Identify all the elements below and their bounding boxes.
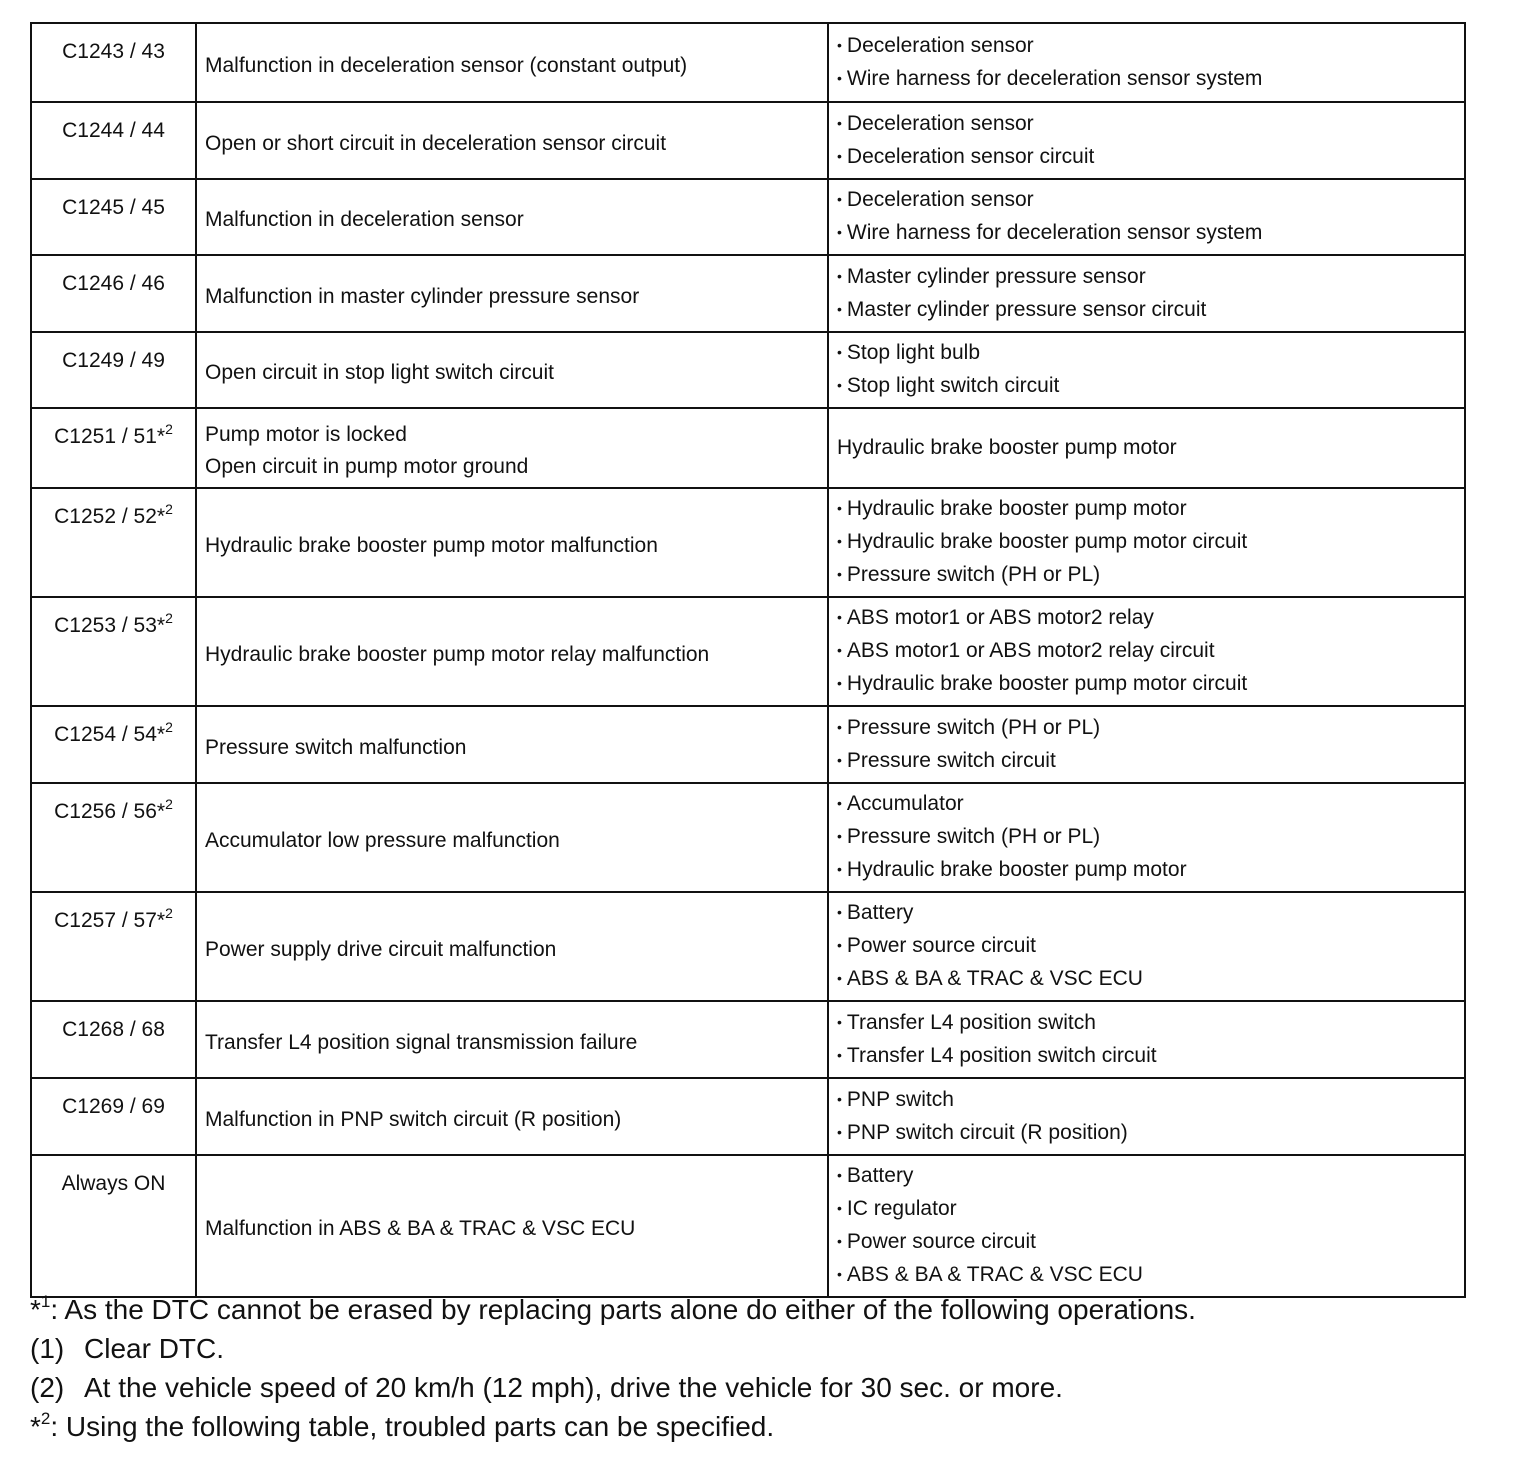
suspected-parts-cell [828, 255, 1465, 332]
table-row [31, 1001, 1465, 1078]
table-row [31, 408, 1465, 488]
dtc-code: C1253 / 53 [54, 614, 157, 637]
dtc-code: C1244 / 44 [62, 119, 165, 142]
trouble-area-text: Malfunction in deceleration sensor [205, 208, 524, 231]
suspected-part-item: • PNP switch circuit (R position) [837, 1117, 1464, 1150]
trouble-area-cell [196, 1001, 828, 1078]
suspected-parts-cell [828, 488, 1465, 597]
trouble-area-text: Pump motor is locked [205, 423, 407, 446]
dtc-code-footnote-mark: *$^2$ [156, 796, 173, 823]
suspected-parts-cell [828, 706, 1465, 783]
trouble-area-cell [196, 892, 828, 1001]
trouble-area-text: Open or short circuit in deceleration sensor circuit [205, 131, 667, 155]
table-row [31, 255, 1465, 332]
dtc-table [30, 22, 1466, 1298]
suspected-part-item: • ABS motor1 or ABS motor2 relay [837, 602, 1464, 635]
dtc-code-cell [31, 1001, 196, 1078]
step-2-number: (2) [30, 1372, 65, 1403]
dtc-code: C1252 / 52 [54, 505, 157, 528]
dtc-code-cell [31, 597, 196, 706]
trouble-area-cell [196, 488, 828, 597]
dtc-code: C1249 / 49 [62, 349, 165, 372]
trouble-area-cell [196, 332, 828, 408]
dtc-code: C1243 / 43 [62, 40, 165, 63]
step-1-number: (1) [30, 1333, 65, 1364]
table-row [31, 1155, 1465, 1297]
dtc-code-cell [31, 706, 196, 783]
dtc-code: C1251 / 51 [54, 425, 157, 448]
trouble-area-text: Open circuit in stop light switch circuit [205, 361, 554, 384]
trouble-area-cell [196, 597, 828, 706]
footnote-2-text: : Using the following table, troubled parts can be specified. [50, 1411, 775, 1442]
dtc-code-cell [31, 332, 196, 408]
dtc-code-footnote-mark: *$^2$ [156, 501, 173, 528]
suspected-part-item: • Deceleration sensor [837, 184, 1464, 217]
trouble-area-text: Malfunction in master cylinder pressure sensor [205, 284, 640, 308]
suspected-part-item: • ABS & BA & TRAC & VSC ECU [837, 1259, 1464, 1292]
suspected-part-item: • Transfer L4 position switch circuit [837, 1040, 1464, 1073]
footnote-1-text: : As the DTC cannot be erased by replacing parts alone do either of the following operations. [50, 1294, 1196, 1325]
trouble-area-cell [196, 255, 828, 332]
suspected-part-item: • Wire harness for deceleration sensor system [837, 217, 1464, 250]
dtc-code-cell [31, 408, 196, 488]
dtc-code-cell [31, 488, 196, 597]
suspected-part-item: • Pressure switch circuit [837, 745, 1464, 778]
trouble-area-text: Transfer L4 position signal transmission failure [205, 1030, 638, 1054]
footnotes [30, 1290, 1490, 1446]
suspected-part-item: • Wire harness for deceleration sensor system [837, 63, 1464, 96]
trouble-area-text: Power supply drive circuit malfunction [205, 937, 557, 961]
suspected-parts-cell [828, 597, 1465, 706]
trouble-area-cell [196, 783, 828, 892]
table-row [31, 892, 1465, 1001]
suspected-part-item: • IC regulator [837, 1193, 1464, 1226]
suspected-parts-cell [828, 332, 1465, 408]
step-2-text: At the vehicle speed of 20 km/h (12 mph), drive the vehicle for 30 sec. or more. [84, 1372, 1063, 1403]
trouble-area-cell [196, 408, 828, 488]
suspected-part-item: • Hydraulic brake booster pump motor [837, 854, 1464, 887]
trouble-area-text: Malfunction in deceleration sensor (constant output) [205, 53, 688, 77]
trouble-area-text: Open circuit in pump motor ground [205, 455, 529, 478]
dtc-code: C1268 / 68 [62, 1018, 165, 1041]
suspected-part-item: • Deceleration sensor [837, 108, 1464, 141]
table-row [31, 1078, 1465, 1155]
table-row [31, 23, 1465, 102]
footnote-2-mark: *$^2$ [30, 1409, 51, 1442]
suspected-part-item: • Battery [837, 897, 1464, 930]
suspected-part-item: • Power source circuit [837, 1226, 1464, 1259]
suspected-parts-cell [828, 408, 1465, 488]
suspected-parts-cell [828, 1078, 1465, 1155]
dtc-code-footnote-mark: *$^2$ [156, 905, 173, 932]
dtc-code-cell [31, 1078, 196, 1155]
trouble-area-text: Malfunction in ABS & BA & TRAC & VSC ECU [205, 1217, 636, 1240]
table-row [31, 102, 1465, 179]
table-row [31, 597, 1465, 706]
trouble-area-text: Hydraulic brake booster pump motor relay malfunction [205, 642, 710, 666]
dtc-code-cell [31, 255, 196, 332]
step-1-text: Clear DTC. [84, 1333, 225, 1364]
dtc-code: C1256 / 56 [54, 800, 157, 823]
footnote-1-mark: *$^1$ [30, 1292, 51, 1325]
footnote-2 [30, 1407, 1490, 1446]
trouble-area-text: Pressure switch malfunction [205, 735, 467, 759]
dtc-code: Always ON [61, 1172, 166, 1195]
dtc-code: C1257 / 57 [54, 909, 157, 932]
suspected-part-item: • PNP switch [837, 1084, 1464, 1117]
suspected-part-item: • ABS & BA & TRAC & VSC ECU [837, 963, 1464, 996]
dtc-code-footnote-mark: *$^2$ [156, 421, 173, 448]
suspected-part-item: • Battery [837, 1160, 1464, 1193]
dtc-code-cell [31, 783, 196, 892]
dtc-table-body [31, 23, 1465, 1297]
suspected-part-item: • Pressure switch (PH or PL) [837, 821, 1464, 854]
table-row [31, 332, 1465, 408]
table-row [31, 488, 1465, 597]
table-row [31, 179, 1465, 255]
trouble-area-cell [196, 1155, 828, 1297]
dtc-code: C1269 / 69 [62, 1095, 165, 1118]
suspected-part-item: • Stop light bulb [837, 337, 1464, 370]
dtc-code-cell [31, 1155, 196, 1297]
suspected-part-item: • Master cylinder pressure sensor circuit [837, 294, 1464, 327]
suspected-part-item: • Hydraulic brake booster pump motor circuit [837, 526, 1464, 559]
suspected-parts-cell [828, 892, 1465, 1001]
suspected-part-item: • ABS motor1 or ABS motor2 relay circuit [837, 635, 1464, 668]
suspected-parts-cell [828, 1001, 1465, 1078]
trouble-area-cell [196, 179, 828, 255]
trouble-area-cell [196, 1078, 828, 1155]
suspected-part-item: • Hydraulic brake booster pump motor [837, 493, 1464, 526]
table-row [31, 783, 1465, 892]
table-row [31, 706, 1465, 783]
suspected-part-item: • Master cylinder pressure sensor [837, 261, 1464, 294]
footnote-1-step-2 [30, 1368, 1490, 1407]
suspected-part-item: • Pressure switch (PH or PL) [837, 712, 1464, 745]
trouble-area-cell [196, 23, 828, 102]
trouble-area-cell [196, 706, 828, 783]
dtc-code: C1246 / 46 [62, 272, 165, 295]
suspected-part-item: • Pressure switch (PH or PL) [837, 559, 1464, 592]
footnote-1-step-1 [30, 1329, 1490, 1368]
suspected-parts-cell [828, 1155, 1465, 1297]
dtc-code-cell [31, 102, 196, 179]
suspected-part-item: • Deceleration sensor [837, 30, 1464, 63]
dtc-code-footnote-mark: *$^2$ [156, 610, 173, 637]
dtc-code-cell [31, 892, 196, 1001]
trouble-area-text: Malfunction in PNP switch circuit (R position) [205, 1107, 622, 1131]
trouble-area-text: Hydraulic brake booster pump motor malfunction [205, 533, 658, 557]
footnote-1 [30, 1290, 1490, 1329]
suspected-part-item: • Stop light switch circuit [837, 370, 1464, 403]
dtc-code: C1254 / 54 [54, 723, 157, 746]
dtc-code-cell [31, 23, 196, 102]
suspected-part-item: • Transfer L4 position switch [837, 1007, 1464, 1040]
dtc-code-footnote-mark: *$^2$ [156, 719, 173, 746]
trouble-area-text: Accumulator low pressure malfunction [205, 828, 560, 852]
suspected-parts-cell [828, 23, 1465, 102]
suspected-part-item: • Accumulator [837, 788, 1464, 821]
suspected-parts-cell [828, 179, 1465, 255]
suspected-parts-cell [828, 783, 1465, 892]
suspected-parts-cell [828, 102, 1465, 179]
suspected-part-item: • Hydraulic brake booster pump motor circuit [837, 668, 1464, 701]
trouble-area-cell [196, 102, 828, 179]
dtc-code: C1245 / 45 [62, 196, 165, 219]
suspected-part-item: • Deceleration sensor circuit [837, 141, 1464, 174]
suspected-part-item: • Power source circuit [837, 930, 1464, 963]
suspected-part-item: Hydraulic brake booster pump motor [837, 436, 1177, 459]
dtc-code-cell [31, 179, 196, 255]
